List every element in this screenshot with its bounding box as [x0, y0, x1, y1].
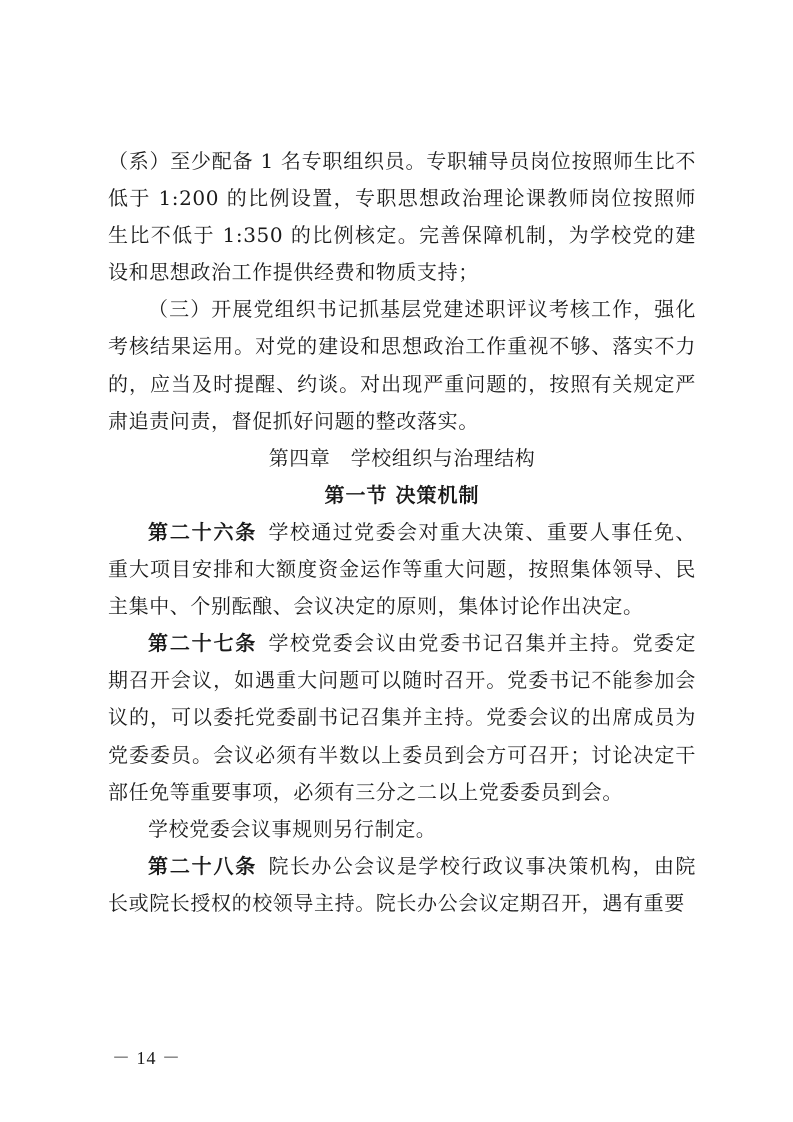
document-body: [108, 143, 696, 922]
article-number: 第二十八条: [148, 853, 258, 878]
article-28: [108, 848, 696, 922]
article-27: [108, 625, 696, 810]
section-title: 第一节 决策机制: [324, 482, 480, 507]
page-number: － 14 －: [112, 1048, 181, 1068]
paragraph-item-3: （三）开展党组织书记抓基层党建述职评议考核工作，强化考核结果运用。对党的建设和思想政治工作重视不够、落实不力的，应当及时提醒、约谈。对出现严重问题的，按照有关规定严肃追责问责，督促抓好问题的整改落实。: [108, 297, 696, 433]
paragraph-continuation: （系）至少配备 1 名专职组织员。专职辅导员岗位按照师生比不低于 1:200 的比例设置，专职思想政治理论课教师岗位按照师生比不低于 1:350 的比例核定。完善保障机制，为学校党的建设和思想政治工作提供经费和物质支持；: [108, 149, 696, 285]
article-text: 学校党委会议由党委书记召集并主持。党委定期召开会议，如遇重大问题可以随时召开。党委书记不能参加会议的，可以委托党委副书记召集并主持。党委会议的出席成员为党委委员。会议必须有半数以上委员到会方可召开；讨论决定干部任免等重要事项，必须有三分之二以上党委委员到会。: [108, 631, 696, 804]
article-number: 第二十七条: [148, 631, 258, 656]
article-text: 院长办公会议是学校行政议事决策机构，由院长或院长授权的校领导主持。院长办公会议定期召开，遇有重要: [108, 853, 696, 915]
article-text: 学校通过党委会对重大决策、重要人事任免、重大项目安排和大额度资金运作等重大问题，按照集体领导、民主集中、个别酝酿、会议决定的原则，集体讨论作出决定。: [108, 519, 696, 619]
plain-paragraph: 学校党委会议事规则另行制定。: [148, 816, 437, 841]
article-number: 第二十六条: [148, 519, 258, 544]
chapter-title: 第四章 学校组织与治理结构: [268, 445, 536, 470]
article-26: [108, 514, 696, 625]
